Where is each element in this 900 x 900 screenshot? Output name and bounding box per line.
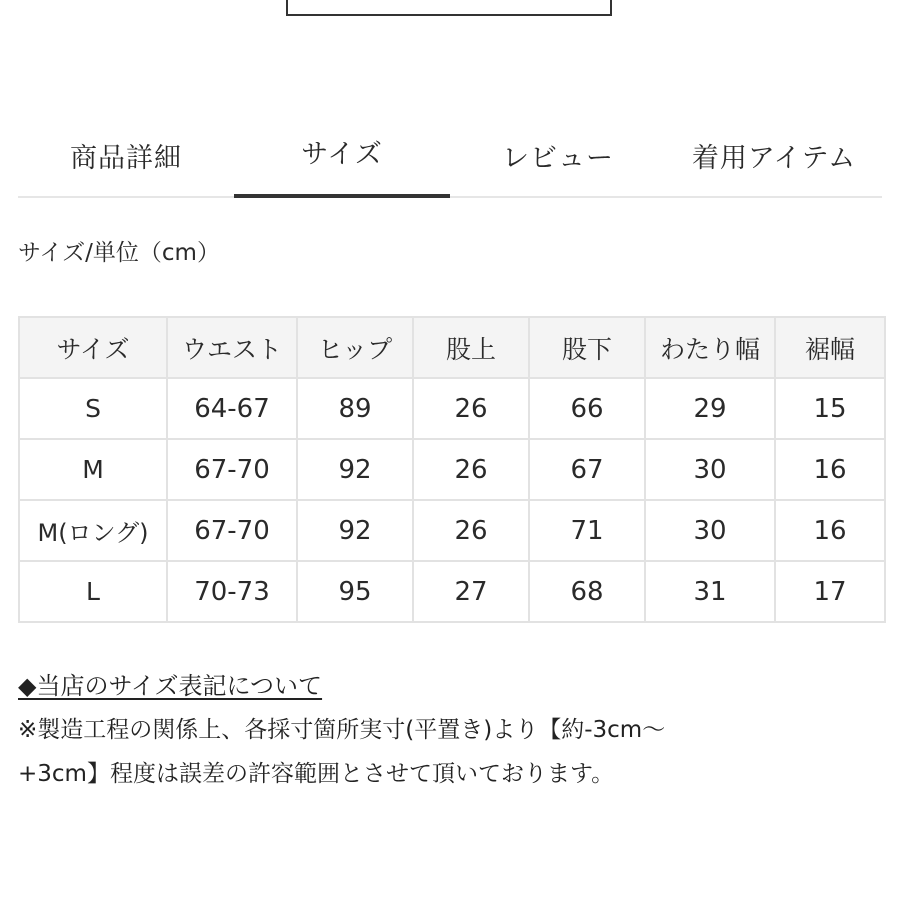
cell-rise: 26 <box>413 439 529 500</box>
cell-size: M <box>19 439 167 500</box>
cell-waist: 64-67 <box>167 378 297 439</box>
header-waist: ウエスト <box>167 317 297 378</box>
header-thigh-width: わたり幅 <box>645 317 775 378</box>
cell-inseam: 71 <box>529 500 645 561</box>
table-row <box>19 500 885 561</box>
tab-worn-items[interactable]: 着用アイテム <box>691 143 857 174</box>
table-row <box>19 378 885 439</box>
cell-hem-width: 16 <box>775 439 885 500</box>
cell-hip: 92 <box>297 439 413 500</box>
size-notation-link[interactable]: ◆当店のサイズ表記について <box>18 672 323 700</box>
cell-size: S <box>19 378 167 439</box>
note-line-2: +3cm】程度は誤差の許容範囲とさせて頂いております。 <box>18 761 615 787</box>
tab-product-details[interactable]: 商品詳細 <box>70 143 182 174</box>
size-table <box>18 316 886 623</box>
cell-rise: 26 <box>413 500 529 561</box>
cell-hip: 92 <box>297 500 413 561</box>
cell-hem-width: 15 <box>775 378 885 439</box>
size-tolerance-note <box>18 708 884 796</box>
tab-size[interactable]: サイズ <box>234 128 450 196</box>
note-line-1: ※製造工程の関係上、各採寸箇所実寸(平置き)より【約-3cm〜 <box>18 717 666 743</box>
cell-waist: 70-73 <box>167 561 297 622</box>
table-row <box>19 439 885 500</box>
cell-inseam: 67 <box>529 439 645 500</box>
cell-waist: 67-70 <box>167 500 297 561</box>
header-hem-width: 裾幅 <box>775 317 885 378</box>
size-unit-label: サイズ/単位（cm） <box>18 240 220 266</box>
cell-inseam: 66 <box>529 378 645 439</box>
header-size: サイズ <box>19 317 167 378</box>
cell-thigh-width: 30 <box>645 439 775 500</box>
cell-hem-width: 16 <box>775 500 885 561</box>
cell-thigh-width: 31 <box>645 561 775 622</box>
table-row <box>19 561 885 622</box>
header-inseam: 股下 <box>529 317 645 378</box>
table-header-row <box>19 317 885 378</box>
cell-waist: 67-70 <box>167 439 297 500</box>
cell-hip: 95 <box>297 561 413 622</box>
cell-size: L <box>19 561 167 622</box>
tab-review[interactable]: レビュー <box>502 143 614 174</box>
cell-thigh-width: 29 <box>645 378 775 439</box>
cell-thigh-width: 30 <box>645 500 775 561</box>
top-button[interactable] <box>286 0 612 16</box>
header-rise: 股上 <box>413 317 529 378</box>
cell-inseam: 68 <box>529 561 645 622</box>
cell-hip: 89 <box>297 378 413 439</box>
cell-rise: 27 <box>413 561 529 622</box>
cell-hem-width: 17 <box>775 561 885 622</box>
tab-bar <box>18 128 882 198</box>
cell-size: M(ロング) <box>19 500 167 561</box>
cell-rise: 26 <box>413 378 529 439</box>
header-hip: ヒップ <box>297 317 413 378</box>
